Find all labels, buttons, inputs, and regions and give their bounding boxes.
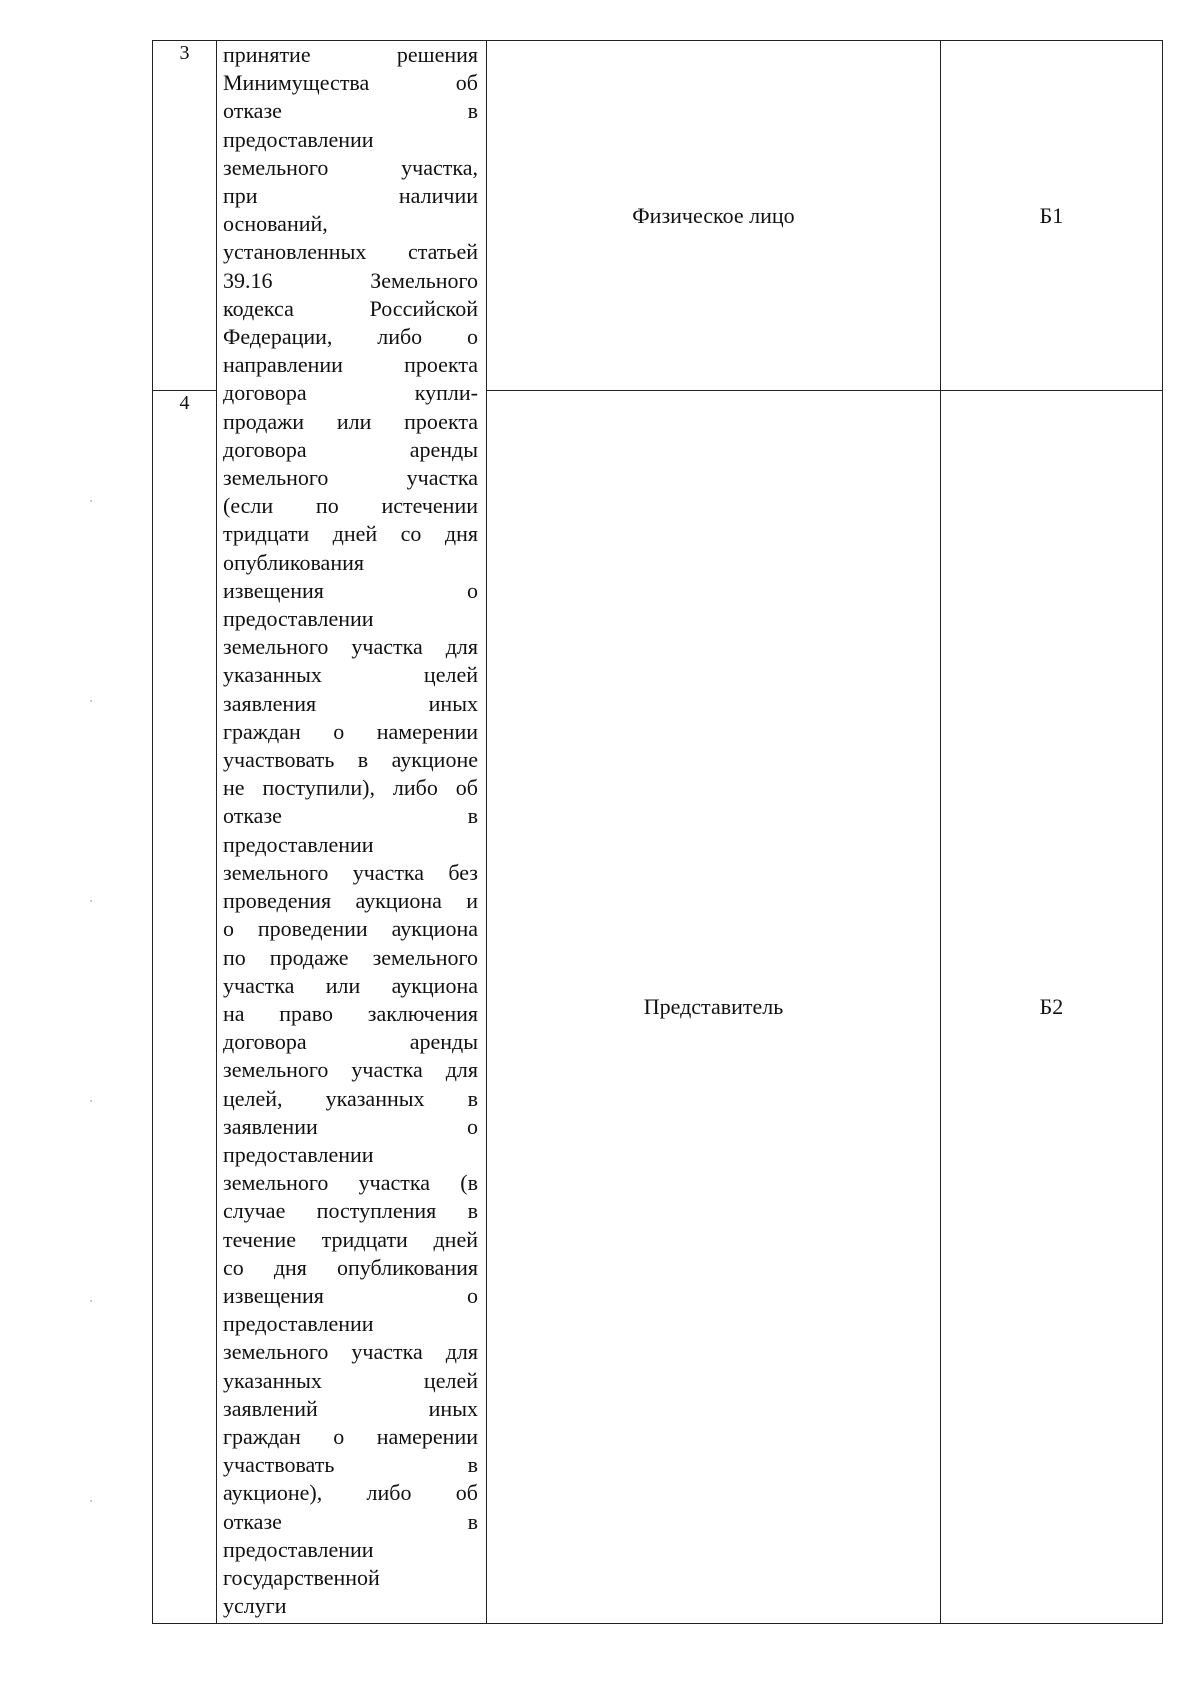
description-line: не поступили), либо об	[223, 775, 478, 801]
description-line: кодекса Российской	[223, 295, 478, 321]
description-line: предоставлении	[223, 831, 374, 857]
description-line: земельного участка для	[223, 1057, 478, 1083]
description-line: услуги	[223, 1593, 287, 1619]
scan-speck	[90, 1300, 92, 1302]
description-line: направлении проекта	[223, 352, 478, 378]
scan-speck	[90, 900, 92, 902]
service-table-grid	[152, 40, 1163, 1624]
description-line: земельного участка для	[223, 1339, 478, 1365]
description-line: предоставлении	[223, 1311, 374, 1337]
scan-speck	[90, 700, 92, 702]
description-line: участка или аукциона	[223, 972, 478, 998]
description-line: течение тридцати дней	[223, 1226, 478, 1252]
description-line: граждан о намерении	[223, 1423, 478, 1449]
description-text	[223, 41, 478, 1620]
description-line: договора аренды	[223, 1029, 478, 1055]
description-line: о проведении аукциона	[223, 916, 478, 942]
scan-speck	[90, 1500, 92, 1502]
description-line: 39.16 Земельного	[223, 267, 478, 293]
description-line: предоставлении	[223, 606, 374, 632]
description-line: при наличии	[223, 183, 478, 209]
description-line: принятие решения	[223, 42, 478, 67]
description-line: (если по истечении	[223, 493, 478, 519]
description-line: извещения о	[223, 577, 478, 603]
scan-speck	[90, 500, 92, 502]
description-line: проведения аукциона и	[223, 888, 478, 914]
description-line: оснований,	[223, 211, 328, 237]
service-table	[152, 40, 1162, 1623]
description-line: заявления иных	[223, 690, 478, 716]
applicant-category: Представитель	[487, 391, 941, 1624]
description-line: на право заключения	[223, 1000, 478, 1026]
description-line: участвовать в	[223, 1452, 478, 1478]
description-line: извещения о	[223, 1282, 478, 1308]
description-line: отказе в	[223, 803, 478, 829]
description-line: Федерации, либо о	[223, 324, 478, 350]
description-line: граждан о намерении	[223, 718, 478, 744]
description-line: государственной	[223, 1564, 380, 1590]
description-line: заявлений иных	[223, 1395, 478, 1421]
description-line: земельного участка для	[223, 634, 478, 660]
description-line: отказе в	[223, 1508, 478, 1534]
description-cell	[217, 41, 487, 1624]
row-number: 3	[153, 41, 217, 391]
description-line: участвовать в аукционе	[223, 747, 478, 773]
description-line: указанных целей	[223, 662, 478, 688]
description-line: Минимущества об	[223, 70, 478, 96]
description-line: заявлении о	[223, 1113, 478, 1139]
table-row	[153, 41, 1163, 391]
description-line: договора аренды	[223, 436, 478, 462]
description-line: целей, указанных в	[223, 1085, 478, 1111]
scan-speck	[90, 1100, 92, 1102]
description-line: установленных статьей	[223, 239, 478, 265]
description-line: опубликования	[223, 549, 364, 575]
description-line: земельного участка без	[223, 859, 478, 885]
description-line: аукционе), либо об	[223, 1480, 478, 1506]
description-line: указанных целей	[223, 1367, 478, 1393]
description-line: земельного участка	[223, 465, 478, 491]
description-line: случае поступления в	[223, 1198, 478, 1224]
description-line: предоставлении	[223, 1536, 374, 1562]
row-number: 4	[153, 391, 217, 1624]
category-code: Б2	[941, 391, 1163, 1624]
description-line: земельного участка (в	[223, 1170, 478, 1196]
description-line: предоставлении	[223, 126, 374, 152]
description-line: отказе в	[223, 98, 478, 124]
description-line: по продаже земельного	[223, 944, 478, 970]
category-code: Б1	[941, 41, 1163, 391]
description-line: продажи или проекта	[223, 408, 478, 434]
description-line: со дня опубликования	[223, 1254, 478, 1280]
description-line: тридцати дней со дня	[223, 521, 478, 547]
applicant-category: Физическое лицо	[487, 41, 941, 391]
description-line: предоставлении	[223, 1141, 374, 1167]
description-line: договора купли-	[223, 380, 478, 406]
description-line: земельного участка,	[223, 154, 478, 180]
